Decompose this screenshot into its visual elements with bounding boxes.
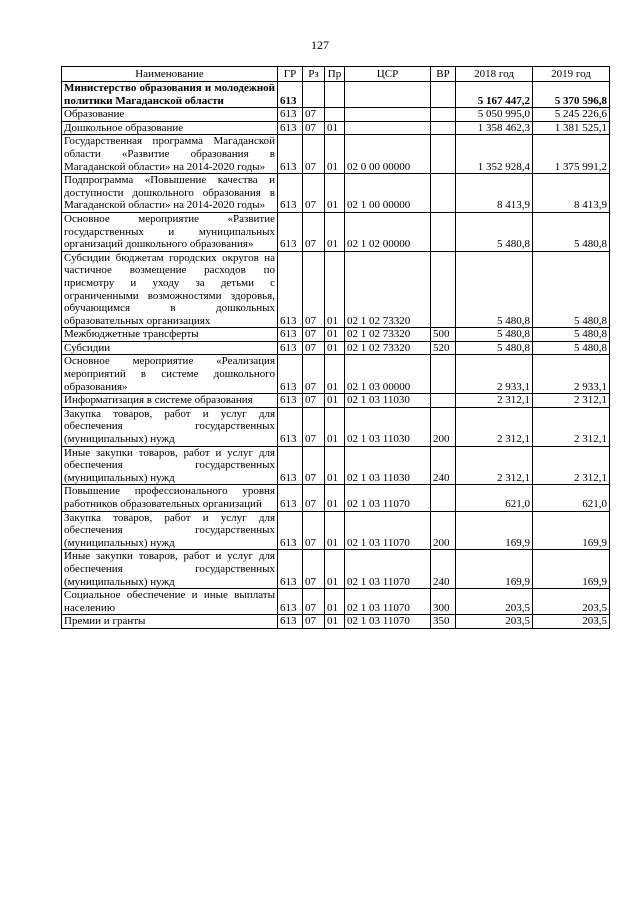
cell-name: Премии и гранты [62, 615, 278, 629]
cell-2018: 2 312,1 [456, 394, 533, 408]
cell-2019: 5 480,8 [533, 212, 610, 251]
cell-name: Дошкольное образование [62, 121, 278, 135]
cell-rz: 07 [303, 174, 325, 213]
cell-rz: 07 [303, 328, 325, 342]
cell-2018: 169,9 [456, 550, 533, 589]
cell-gr: 613 [278, 446, 303, 485]
cell-2018: 8 413,9 [456, 174, 533, 213]
cell-name: Образование [62, 108, 278, 122]
cell-vr: 520 [431, 341, 456, 355]
cell-csr [345, 108, 431, 122]
cell-csr [345, 121, 431, 135]
cell-2019: 1 375 991,2 [533, 135, 610, 174]
cell-pr: 01 [325, 511, 345, 550]
cell-2018: 5 480,8 [456, 328, 533, 342]
table-row [62, 550, 610, 589]
cell-name: Основное мероприятие «Развитие государственных и муниципальных организаций дошкольного образования» [62, 212, 278, 251]
cell-pr: 01 [325, 615, 345, 629]
cell-pr: 01 [325, 550, 345, 589]
cell-gr: 613 [278, 615, 303, 629]
cell-2019: 5 370 596,8 [533, 82, 610, 108]
cell-rz: 07 [303, 446, 325, 485]
table-row [62, 82, 610, 108]
page-number: 127 [311, 38, 329, 52]
cell-csr: 02 1 02 73320 [345, 328, 431, 342]
cell-vr [431, 108, 456, 122]
cell-name: Государственная программа Магаданской области «Развитие образования в Магаданской области» на 2014-2020 годы» [62, 135, 278, 174]
cell-pr: 01 [325, 121, 345, 135]
table-row [62, 108, 610, 122]
cell-2019: 203,5 [533, 589, 610, 615]
cell-rz: 07 [303, 251, 325, 328]
cell-name: Основное мероприятие «Реализация мероприятий в системе дошкольного образования» [62, 355, 278, 394]
cell-name: Иные закупки товаров, работ и услуг для обеспечения государственных (муниципальных) нужд [62, 550, 278, 589]
table-row [62, 589, 610, 615]
cell-gr: 613 [278, 355, 303, 394]
table-row [62, 135, 610, 174]
table-row [62, 328, 610, 342]
header-pr: Пр [325, 67, 345, 82]
cell-csr: 02 1 03 11070 [345, 511, 431, 550]
cell-csr: 02 1 02 00000 [345, 212, 431, 251]
cell-2019: 1 381 525,1 [533, 121, 610, 135]
cell-pr: 01 [325, 485, 345, 511]
cell-vr [431, 121, 456, 135]
cell-name: Социальное обеспечение и иные выплаты населению [62, 589, 278, 615]
cell-gr: 613 [278, 394, 303, 408]
cell-gr: 613 [278, 328, 303, 342]
cell-gr: 613 [278, 121, 303, 135]
cell-2018: 5 050 995,0 [456, 108, 533, 122]
cell-2018: 203,5 [456, 589, 533, 615]
cell-2018: 2 312,1 [456, 407, 533, 446]
cell-rz: 07 [303, 550, 325, 589]
cell-gr: 613 [278, 485, 303, 511]
cell-rz: 07 [303, 212, 325, 251]
cell-2018: 5 480,8 [456, 341, 533, 355]
cell-rz: 07 [303, 485, 325, 511]
cell-vr [431, 135, 456, 174]
header-2018: 2018 год [456, 67, 533, 82]
cell-rz: 07 [303, 615, 325, 629]
cell-name: Информатизация в системе образования [62, 394, 278, 408]
cell-2019: 2 312,1 [533, 394, 610, 408]
cell-2018: 2 933,1 [456, 355, 533, 394]
cell-rz [303, 82, 325, 108]
table-row [62, 485, 610, 511]
cell-rz: 07 [303, 355, 325, 394]
header-gr: ГР [278, 67, 303, 82]
cell-rz: 07 [303, 135, 325, 174]
cell-vr: 200 [431, 407, 456, 446]
table-row [62, 121, 610, 135]
cell-vr: 300 [431, 589, 456, 615]
cell-csr: 02 1 00 00000 [345, 174, 431, 213]
cell-gr: 613 [278, 135, 303, 174]
header-rz: Рз [303, 67, 325, 82]
cell-name: Министерство образования и молодежной политики Магаданской области [62, 82, 278, 108]
table-row [62, 394, 610, 408]
cell-csr [345, 82, 431, 108]
cell-csr: 02 1 02 73320 [345, 251, 431, 328]
table-row [62, 355, 610, 394]
cell-2019: 5 245 226,6 [533, 108, 610, 122]
cell-vr [431, 251, 456, 328]
table-row [62, 174, 610, 213]
cell-gr: 613 [278, 341, 303, 355]
cell-csr: 02 1 03 11070 [345, 485, 431, 511]
cell-vr: 350 [431, 615, 456, 629]
cell-vr [431, 82, 456, 108]
cell-name: Межбюджетные трансферты [62, 328, 278, 342]
cell-2018: 2 312,1 [456, 446, 533, 485]
cell-gr: 613 [278, 407, 303, 446]
cell-pr: 01 [325, 135, 345, 174]
cell-gr: 613 [278, 251, 303, 328]
cell-2019: 2 312,1 [533, 407, 610, 446]
cell-csr: 02 1 03 11030 [345, 394, 431, 408]
header-csr: ЦСР [345, 67, 431, 82]
cell-rz: 07 [303, 589, 325, 615]
cell-name: Иные закупки товаров, работ и услуг для обеспечения государственных (муниципальных) нужд [62, 446, 278, 485]
table-row [62, 511, 610, 550]
cell-2018: 5 480,8 [456, 251, 533, 328]
cell-2018: 169,9 [456, 511, 533, 550]
cell-pr: 01 [325, 174, 345, 213]
cell-vr: 500 [431, 328, 456, 342]
cell-2019: 5 480,8 [533, 251, 610, 328]
cell-vr [431, 394, 456, 408]
cell-2018: 1 352 928,4 [456, 135, 533, 174]
cell-gr: 613 [278, 108, 303, 122]
cell-csr: 02 1 03 11070 [345, 550, 431, 589]
cell-pr: 01 [325, 407, 345, 446]
cell-2018: 203,5 [456, 615, 533, 629]
cell-pr: 01 [325, 589, 345, 615]
cell-name: Закупка товаров, работ и услуг для обеспечения государственных (муниципальных) нужд [62, 407, 278, 446]
cell-name: Подпрограмма «Повышение качества и доступности дошкольного образования в Магаданской области» на 2014-2020 годы» [62, 174, 278, 213]
header-2019: 2019 год [533, 67, 610, 82]
cell-2018: 5 167 447,2 [456, 82, 533, 108]
cell-2018: 1 358 462,3 [456, 121, 533, 135]
table-row [62, 341, 610, 355]
cell-2018: 621,0 [456, 485, 533, 511]
cell-2019: 5 480,8 [533, 341, 610, 355]
cell-gr: 613 [278, 82, 303, 108]
cell-vr [431, 212, 456, 251]
cell-2019: 621,0 [533, 485, 610, 511]
cell-pr [325, 82, 345, 108]
cell-name: Субсидии бюджетам городских округов на частичное возмещение расходов по присмотру и уходу за детьми с ограниченными возможностями здоровья, обучающимся в дошкольных образовательных организациях [62, 251, 278, 328]
cell-csr: 02 1 03 11030 [345, 407, 431, 446]
cell-gr: 613 [278, 511, 303, 550]
cell-vr: 240 [431, 550, 456, 589]
cell-rz: 07 [303, 121, 325, 135]
table-row [62, 212, 610, 251]
cell-rz: 07 [303, 108, 325, 122]
cell-name: Закупка товаров, работ и услуг для обеспечения государственных (муниципальных) нужд [62, 511, 278, 550]
cell-csr: 02 1 03 11070 [345, 589, 431, 615]
cell-gr: 613 [278, 212, 303, 251]
cell-pr: 01 [325, 446, 345, 485]
cell-2019: 8 413,9 [533, 174, 610, 213]
cell-2019: 203,5 [533, 615, 610, 629]
cell-pr: 01 [325, 341, 345, 355]
cell-rz: 07 [303, 511, 325, 550]
cell-2019: 169,9 [533, 550, 610, 589]
cell-rz: 07 [303, 341, 325, 355]
header-name: Наименование [62, 67, 278, 82]
cell-2019: 169,9 [533, 511, 610, 550]
cell-gr: 613 [278, 589, 303, 615]
cell-pr: 01 [325, 355, 345, 394]
table-header-row [62, 67, 610, 82]
cell-2019: 5 480,8 [533, 328, 610, 342]
cell-gr: 613 [278, 174, 303, 213]
cell-vr: 240 [431, 446, 456, 485]
cell-vr: 200 [431, 511, 456, 550]
cell-2018: 5 480,8 [456, 212, 533, 251]
table-row [62, 446, 610, 485]
cell-vr [431, 485, 456, 511]
cell-csr: 02 1 03 00000 [345, 355, 431, 394]
cell-name: Повышение профессионального уровня работников образовательных организаций [62, 485, 278, 511]
cell-rz: 07 [303, 407, 325, 446]
cell-gr: 613 [278, 550, 303, 589]
cell-rz: 07 [303, 394, 325, 408]
table-row [62, 615, 610, 629]
cell-pr: 01 [325, 394, 345, 408]
cell-pr [325, 108, 345, 122]
cell-pr: 01 [325, 212, 345, 251]
header-vr: ВР [431, 67, 456, 82]
cell-pr: 01 [325, 251, 345, 328]
budget-table [61, 66, 610, 629]
cell-csr: 02 1 02 73320 [345, 341, 431, 355]
cell-name: Субсидии [62, 341, 278, 355]
table-row [62, 251, 610, 328]
cell-pr: 01 [325, 328, 345, 342]
cell-vr [431, 174, 456, 213]
cell-csr: 02 1 03 11070 [345, 615, 431, 629]
cell-csr: 02 0 00 00000 [345, 135, 431, 174]
cell-2019: 2 933,1 [533, 355, 610, 394]
cell-csr: 02 1 03 11030 [345, 446, 431, 485]
cell-2019: 2 312,1 [533, 446, 610, 485]
table-row [62, 407, 610, 446]
table-body [62, 82, 610, 629]
cell-vr [431, 355, 456, 394]
